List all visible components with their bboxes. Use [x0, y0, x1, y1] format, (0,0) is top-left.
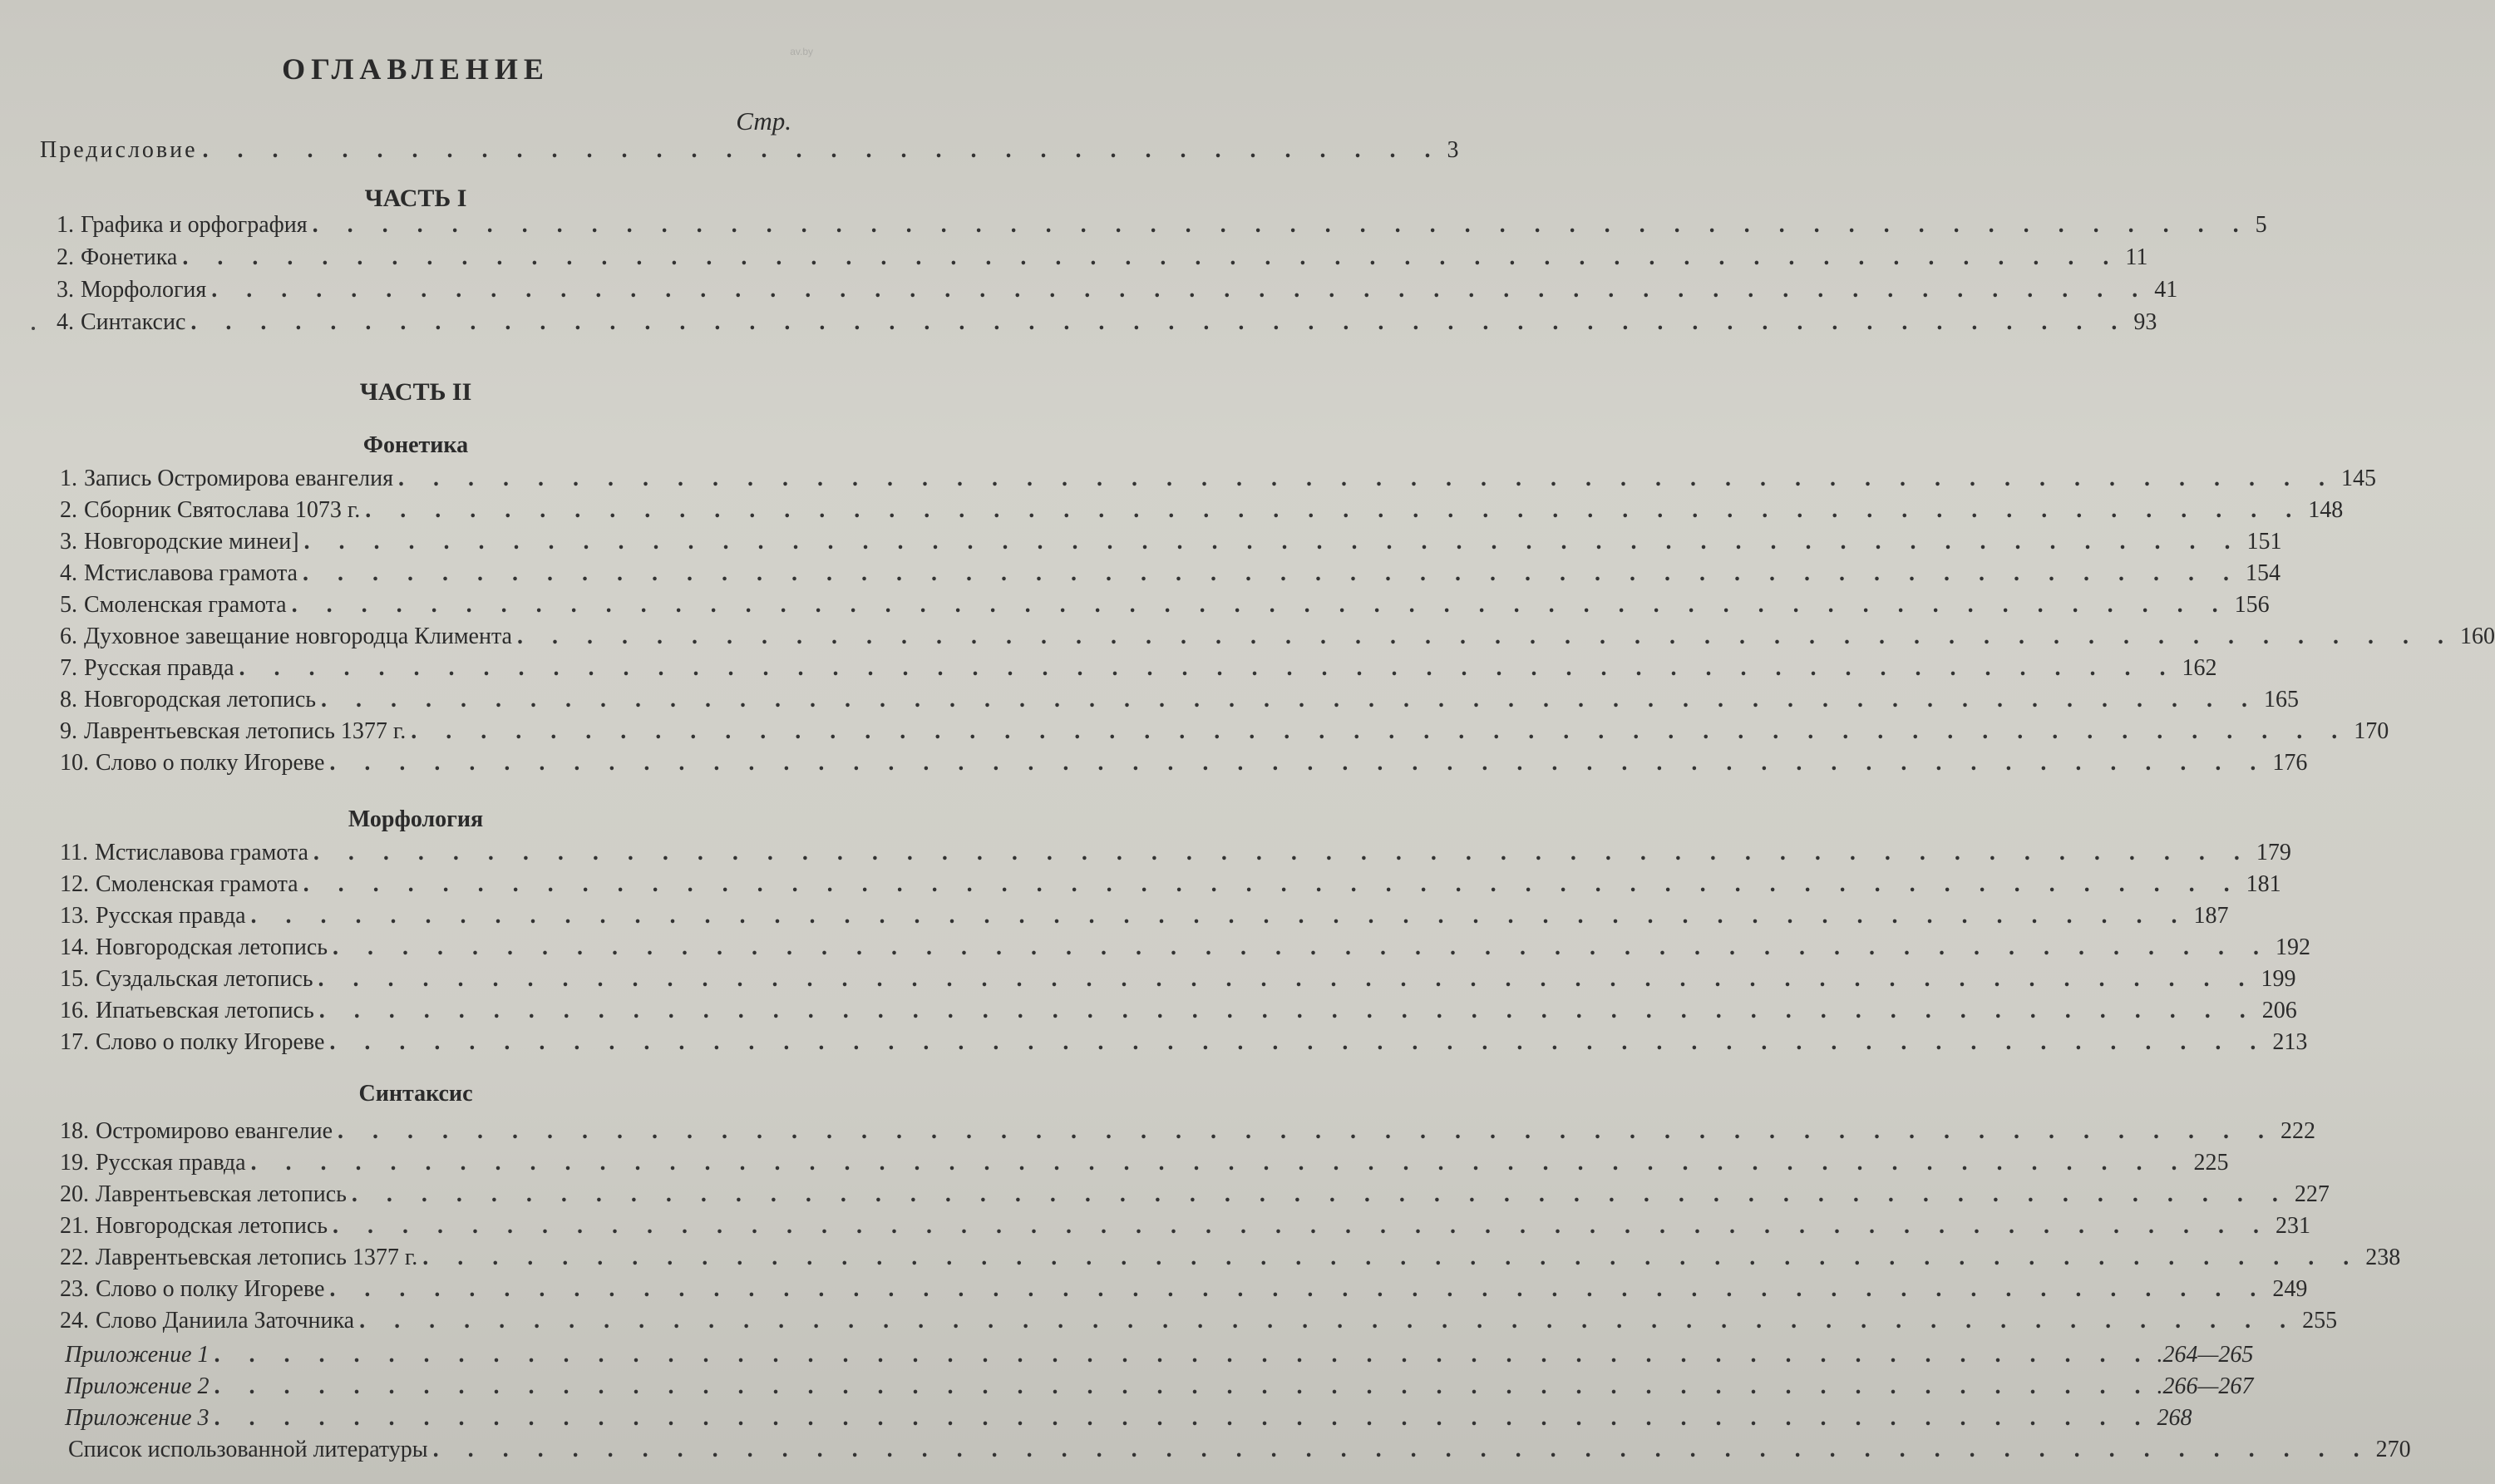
toc-entry-number: 18. — [60, 1118, 89, 1144]
leader-dots: . . . . . . . . . . . . . . . . . . . . . . . . . . . . . . . . . . . . — [202, 137, 1442, 163]
toc-entry-number: 19. — [60, 1150, 89, 1176]
toc-entry-number: 12. — [60, 871, 89, 897]
toc-entry-number: 24. — [60, 1308, 89, 1334]
toc-entry-number: 2. — [60, 497, 77, 523]
toc-page-number: 238 — [2365, 1245, 2401, 1270]
section-heading: Синтаксис — [358, 1081, 473, 1107]
toc-row — [65, 1405, 2192, 1437]
toc-page-number: .266—267 — [2157, 1373, 2254, 1399]
toc-row — [60, 718, 2389, 750]
toc-entry-number: 20. — [60, 1181, 89, 1207]
leader-dots: . . . . . . . . . . . . . . . . . . . . . . . . . . . . . . . . . . . . . . . . . . . . . . . . . . . . . . . . — [303, 529, 2242, 555]
toc-page-number: 181 — [2246, 871, 2281, 897]
toc-entry-text: Приложение 3 — [65, 1405, 210, 1431]
watermark: av.by — [790, 46, 813, 57]
leader-dots: . . . . . . . . . . . . . . . . . . . . . . . . . . . . . . . . . . . . . . . . . . . . . . . . . . . . . . . . — [329, 750, 2268, 776]
leader-dots: . . . . . . . . . . . . . . . . . . . . . . . . . . . . . . . . . . . . . . . . . . . . . . . . . . . . . . . . — [329, 1276, 2268, 1302]
leader-dots: . . . . . . . . . . . . . . . . . . . . . . . . . . . . . . . . . . . . . . . . . . . . . . . . . . . . . . . . — [211, 277, 2150, 303]
toc-row — [57, 277, 2178, 308]
section-heading: Морфология — [348, 806, 484, 832]
toc-row — [60, 624, 2495, 655]
toc-row — [60, 966, 2296, 998]
toc-page-number: 162 — [2182, 655, 2217, 681]
toc-entry-text: Слово о полку Игореве — [96, 1276, 325, 1302]
toc-entry-text: Смоленская грамота — [84, 592, 287, 618]
leader-dots: . . . . . . . . . . . . . . . . . . . . . . . . . . . . . . . . . . . . . . . . . . . . . . . . . . . . . . . . — [321, 687, 2260, 712]
toc-page-number: 268 — [2157, 1405, 2192, 1431]
toc-entry-number: 22. — [60, 1245, 89, 1270]
leader-dots: . . . . . . . . . . . . . . . . . . . . . . . . . . . . . . . . . . . . . . . . . . . . . . . . . . . . . . . . — [313, 840, 2251, 865]
toc-page-number: 145 — [2341, 466, 2376, 491]
toc-entry-text: Суздальская летопись — [96, 966, 313, 992]
toc-row — [60, 1181, 2330, 1213]
toc-page-number: 270 — [2375, 1437, 2411, 1462]
toc-entry-number: 8. — [60, 687, 77, 712]
toc-entry-number: 3. — [60, 529, 77, 555]
leader-dots: . . . . . . . . . . . . . . . . . . . . . . . . . . . . . . . . . . . . . . . . . . . . . . . . . . . . . . . . — [214, 1405, 2152, 1431]
leader-dots: . . . . . . . . . . . . . . . . . . . . . . . . . . . . . . . . . . . . . . . . . . . . . . . . . . . . . . . . — [432, 1437, 2371, 1462]
toc-page-number: 231 — [2276, 1213, 2311, 1239]
toc-entry-number: 14. — [60, 934, 89, 960]
toc-row — [60, 655, 2217, 687]
toc-page-number: 222 — [2281, 1118, 2316, 1144]
leader-dots: . . . . . . . . . . . . . . . . . . . . . . . . . . . . . . . . . . . . . . . . . . . . . . . . . . . . . . . . — [411, 718, 2350, 744]
toc-entry-text: Новгородские минеи] — [84, 529, 299, 555]
toc-row-preface — [40, 137, 1459, 169]
toc-row — [60, 1308, 2338, 1339]
leader-dots: . . . . . . . . . . . . . . . . . . . . . . . . . . . . . . . . . . . . . . . . . . . . . . . . . . . . . . . . — [214, 1373, 2152, 1399]
toc-entry-text: Новгородская летопись — [96, 934, 328, 960]
toc-entry-text: Лаврентьевская летопись — [96, 1181, 347, 1207]
toc-entry-number: 13. — [60, 903, 89, 929]
toc-page-number: 156 — [2234, 592, 2270, 618]
toc-page-number: 93 — [2133, 309, 2157, 335]
toc-entry-text: Лаврентьевская летопись 1377 г. — [96, 1245, 418, 1270]
toc-row — [60, 1118, 2316, 1150]
toc-entry-number: 10. — [60, 750, 89, 776]
toc-entry-number: 3. — [57, 277, 74, 303]
toc-entry-text: Ипатьевская летопись — [96, 998, 314, 1023]
toc-entry-text: Лаврентьевская летопись 1377 г. — [84, 718, 407, 744]
toc-row — [60, 529, 2282, 560]
toc-row — [60, 903, 2229, 934]
toc-row — [60, 871, 2281, 903]
toc-page-number: 154 — [2245, 560, 2281, 586]
toc-row — [60, 687, 2300, 718]
leader-dots: . . . . . . . . . . . . . . . . . . . . . . . . . . . . . . . . . . . . . . . . . . . . . . . . . . . . . . . . — [214, 1342, 2152, 1368]
toc-row — [60, 560, 2281, 592]
toc-page-number: 192 — [2276, 934, 2311, 960]
toc-page-number: 255 — [2302, 1308, 2338, 1334]
toc-entry-number: 4. — [57, 309, 74, 335]
toc-row — [57, 212, 2267, 244]
leader-dots: . . . . . . . . . . . . . . . . . . . . . . . . . . . . . . . . . . . . . . . . . . . . . . . . . . . . . . . . — [516, 624, 2455, 649]
leader-dots: . . . . . . . . . . . . . . . . . . . . . . . . . . . . . . . . . . . . . . . . . . . . . . . . . . . . . . . . — [422, 1245, 2361, 1270]
toc-page-number: 160 — [2459, 624, 2495, 649]
toc-row — [65, 1373, 2254, 1405]
toc-entry-text: Новгородская летопись — [96, 1213, 328, 1239]
toc-entry-text: Морфология — [81, 277, 207, 303]
toc-entry-number: 1. — [60, 466, 77, 491]
toc-entry-text: Духовное завещание новгородца Климента — [84, 624, 512, 649]
toc-page-number: 179 — [2256, 840, 2291, 865]
toc-page-number: 249 — [2272, 1276, 2308, 1302]
toc-row — [65, 1342, 2254, 1373]
toc-entry-number: 9. — [60, 718, 77, 744]
toc-row — [57, 244, 2148, 276]
part-heading: ЧАСТЬ I — [364, 185, 467, 212]
toc-entry-number: 11. — [60, 840, 88, 865]
toc-entry-number: 15. — [60, 966, 89, 992]
toc-entry-number: 4. — [60, 560, 77, 586]
toc-row — [60, 750, 2308, 781]
leader-dots: . . . . . . . . . . . . . . . . . . . . . . . . . . . . . . . . . . . . . . . . . . . . . . . . . . . . . . . . — [351, 1181, 2290, 1207]
toc-page-number: 176 — [2272, 750, 2308, 776]
toc-entry-text: Слово о полку Игореве — [96, 750, 325, 776]
toc-entry-text: Русская правда — [96, 903, 246, 929]
leader-dots: . . . . . . . . . . . . . . . . . . . . . . . . . . . . . . . . . . . . . . . . . . . . . . . . . . . . . . . . — [303, 871, 2241, 897]
leader-dots: . . . . . . . . . . . . . . . . . . . . . . . . . . . . . . . . . . . . . . . . . . . . . . . . . . . . . . . . — [250, 903, 2189, 929]
toc-row — [60, 1150, 2229, 1181]
toc-row — [57, 309, 2157, 341]
section-heading: Фонетика — [362, 432, 469, 458]
toc-page-number: 165 — [2264, 687, 2300, 712]
toc-entry-number: 1. — [57, 212, 74, 238]
leader-dots: . . . . . . . . . . . . . . . . . . . . . . . . . . . . . . . . . . . . . . . . . . . . . . . . . . . . . . . . — [291, 592, 2230, 618]
leader-dots: . . . . . . . . . . . . . . . . . . . . . . . . . . . . . . . . . . . . . . . . . . . . . . . . . . . . . . . . — [365, 497, 2304, 523]
toc-entry-text: Русская правда — [96, 1150, 246, 1176]
toc-page-number: 41 — [2154, 277, 2178, 303]
toc-page-number: 151 — [2246, 529, 2282, 555]
toc-row — [60, 998, 2297, 1029]
toc-entry-text: Предисловие — [40, 137, 198, 163]
toc-page-number: 170 — [2354, 718, 2389, 744]
leader-dots: . . . . . . . . . . . . . . . . . . . . . . . . . . . . . . . . . . . . . . . . . . . . . . . . . . . . . . . . — [250, 1150, 2189, 1176]
toc-entry-number: 5. — [60, 592, 77, 618]
toc-entry-number: 23. — [60, 1276, 89, 1302]
leader-dots: . . . . . . . . . . . . . . . . . . . . . . . . . . . . . . . . . . . . . . . . . . . . . . . . . . . . . . . . — [182, 244, 2121, 270]
leader-dots: . . . . . . . . . . . . . . . . . . . . . . . . . . . . . . . . . . . . . . . . . . . . . . . . . . . . . . . . — [333, 934, 2271, 960]
toc-entry-text: Приложение 2 — [65, 1373, 210, 1399]
toc-entry-number: 6. — [60, 624, 77, 649]
toc-row — [60, 497, 2344, 529]
toc-row — [60, 934, 2311, 966]
leader-dots: . . . . . . . . . . . . . . . . . . . . . . . . . . . . . . . . . . . . . . . . . . . . . . . . . . . . . . . . — [318, 966, 2256, 992]
toc-entry-text: Смоленская грамота — [96, 871, 298, 897]
toc-entry-text: Синтаксис — [81, 309, 186, 335]
toc-entry-text: Список использованной литературы — [68, 1437, 428, 1462]
toc-entry-text: Графика и орфография — [81, 212, 308, 238]
page-column-label: Стр. — [736, 106, 791, 136]
toc-page-number: 206 — [2261, 998, 2297, 1023]
toc-page-number: 5 — [2255, 212, 2267, 238]
leader-dots: . . . . . . . . . . . . . . . . . . . . . . . . . . . . . . . . . . . . . . . . . . . . . . . . . . . . . . . . — [338, 1118, 2276, 1144]
toc-page-number: 148 — [2308, 497, 2344, 523]
leader-dots: . . . . . . . . . . . . . . . . . . . . . . . . . . . . . . . . . . . . . . . . . . . . . . . . . . . . . . . . — [359, 1308, 2298, 1334]
toc-page-number: .264—265 — [2157, 1342, 2254, 1368]
toc-row — [60, 1276, 2308, 1308]
toc-entry-text: Новгородская летопись — [84, 687, 317, 712]
toc-row — [68, 1437, 2411, 1468]
stray-mark — [32, 327, 35, 330]
leader-dots: . . . . . . . . . . . . . . . . . . . . . . . . . . . . . . . . . . . . . . . . . . . . . . . . . . . . . . . . — [398, 466, 2336, 491]
toc-page-number: 11 — [2125, 244, 2148, 270]
leader-dots: . . . . . . . . . . . . . . . . . . . . . . . . . . . . . . . . . . . . . . . . . . . . . . . . . . . . . . . . — [239, 655, 2177, 681]
leader-dots: . . . . . . . . . . . . . . . . . . . . . . . . . . . . . . . . . . . . . . . . . . . . . . . . . . . . . . . . — [318, 998, 2257, 1023]
leader-dots: . . . . . . . . . . . . . . . . . . . . . . . . . . . . . . . . . . . . . . . . . . . . . . . . . . . . . . . . — [329, 1029, 2268, 1055]
toc-entry-text: Остромирово евангелие — [96, 1118, 333, 1144]
toc-entry-text: Запись Остромирова евангелия — [84, 466, 393, 491]
toc-row — [60, 466, 2376, 497]
toc-row — [60, 592, 2270, 624]
toc-entry-text: Приложение 1 — [65, 1342, 210, 1368]
toc-entry-text: Мстиславова грамота — [94, 840, 308, 865]
toc-page-number: 213 — [2272, 1029, 2308, 1055]
toc-row — [60, 1029, 2308, 1061]
toc-entry-number: 16. — [60, 998, 89, 1023]
toc-entry-text: Слово Даниила Заточника — [96, 1308, 355, 1334]
toc-page-number: 227 — [2294, 1181, 2330, 1207]
toc-entry-text: Мстиславова грамота — [84, 560, 298, 586]
toc-entry-text: Фонетика — [81, 244, 178, 270]
toc-row — [60, 1245, 2401, 1276]
leader-dots: . . . . . . . . . . . . . . . . . . . . . . . . . . . . . . . . . . . . . . . . . . . . . . . . . . . . . . . . — [333, 1213, 2271, 1239]
toc-entry-number: 2. — [57, 244, 74, 270]
toc-page-number: 199 — [2261, 966, 2296, 992]
toc-entry-number: 21. — [60, 1213, 89, 1239]
page-title: ОГЛАВЛЕНИЕ — [282, 52, 550, 86]
toc-entry-text: Русская правда — [84, 655, 234, 681]
part-heading: ЧАСТЬ II — [359, 378, 472, 406]
toc-page-number: 187 — [2193, 903, 2229, 929]
toc-page-number: 225 — [2193, 1150, 2229, 1176]
leader-dots: . . . . . . . . . . . . . . . . . . . . . . . . . . . . . . . . . . . . . . . . . . . . . . . . . . . . . . . . — [190, 309, 2129, 335]
toc-row — [60, 1213, 2311, 1245]
toc-page-number: 3 — [1447, 137, 1459, 163]
leader-dots: . . . . . . . . . . . . . . . . . . . . . . . . . . . . . . . . . . . . . . . . . . . . . . . . . . . . . . . . — [302, 560, 2241, 586]
toc-entry-text: Сборник Святослава 1073 г. — [84, 497, 361, 523]
toc-entry-number: 17. — [60, 1029, 89, 1055]
toc-row — [60, 840, 2291, 871]
toc-entry-text: Слово о полку Игореве — [96, 1029, 325, 1055]
toc-entry-number: 7. — [60, 655, 77, 681]
leader-dots: . . . . . . . . . . . . . . . . . . . . . . . . . . . . . . . . . . . . . . . . . . . . . . . . . . . . . . . . — [312, 212, 2251, 238]
